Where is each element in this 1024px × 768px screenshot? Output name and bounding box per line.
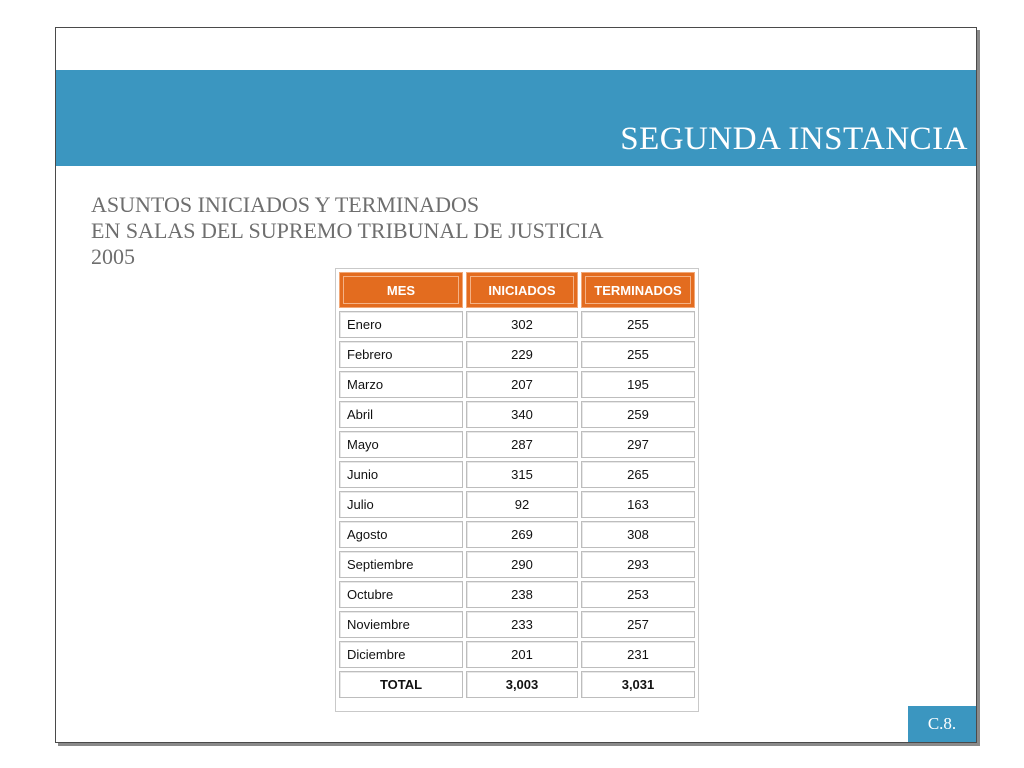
total-terminados-cell: 3,031 xyxy=(581,671,695,698)
month-cell: Julio xyxy=(339,491,463,518)
table-row xyxy=(339,311,695,338)
terminados-cell: 255 xyxy=(581,311,695,338)
month-cell: Marzo xyxy=(339,371,463,398)
iniciados-cell: 315 xyxy=(466,461,578,488)
subtitle-line-3: 2005 xyxy=(91,244,135,269)
month-cell: Enero xyxy=(339,311,463,338)
terminados-cell: 231 xyxy=(581,641,695,668)
header-mes: MES xyxy=(339,272,463,308)
table-row xyxy=(339,431,695,458)
terminados-cell: 265 xyxy=(581,461,695,488)
header-iniciados: INICIADOS xyxy=(466,272,578,308)
month-cell: Noviembre xyxy=(339,611,463,638)
month-cell: Diciembre xyxy=(339,641,463,668)
iniciados-cell: 290 xyxy=(466,551,578,578)
terminados-cell: 293 xyxy=(581,551,695,578)
terminados-cell: 255 xyxy=(581,341,695,368)
table-total-row xyxy=(339,671,695,698)
month-cell: Junio xyxy=(339,461,463,488)
iniciados-cell: 229 xyxy=(466,341,578,368)
terminados-cell: 253 xyxy=(581,581,695,608)
terminados-cell: 163 xyxy=(581,491,695,518)
iniciados-cell: 92 xyxy=(466,491,578,518)
table-row xyxy=(339,341,695,368)
terminados-cell: 297 xyxy=(581,431,695,458)
iniciados-cell: 340 xyxy=(466,401,578,428)
iniciados-cell: 269 xyxy=(466,521,578,548)
table-row xyxy=(339,641,695,668)
table-row xyxy=(339,551,695,578)
table-row xyxy=(339,371,695,398)
iniciados-cell: 302 xyxy=(466,311,578,338)
iniciados-cell: 201 xyxy=(466,641,578,668)
table-header-row xyxy=(339,272,695,308)
data-table-container xyxy=(335,268,699,712)
page-title: SEGUNDA INSTANCIA xyxy=(620,121,968,157)
month-cell: Febrero xyxy=(339,341,463,368)
header-terminados: TERMINADOS xyxy=(581,272,695,308)
table-row xyxy=(339,461,695,488)
iniciados-cell: 238 xyxy=(466,581,578,608)
slide xyxy=(55,27,977,743)
total-iniciados-cell: 3,003 xyxy=(466,671,578,698)
month-cell: Abril xyxy=(339,401,463,428)
month-cell: Agosto xyxy=(339,521,463,548)
table-row xyxy=(339,581,695,608)
subtitle xyxy=(91,192,604,270)
terminados-cell: 195 xyxy=(581,371,695,398)
iniciados-cell: 233 xyxy=(466,611,578,638)
iniciados-cell: 207 xyxy=(466,371,578,398)
title-banner xyxy=(56,70,976,166)
month-cell: Mayo xyxy=(339,431,463,458)
subtitle-line-1: ASUNTOS INICIADOS Y TERMINADOS xyxy=(91,192,480,217)
terminados-cell: 259 xyxy=(581,401,695,428)
table-row xyxy=(339,401,695,428)
subtitle-line-2: EN SALAS DEL SUPREMO TRIBUNAL DE JUSTICIA xyxy=(91,218,604,243)
page-number-badge: C.8. xyxy=(908,706,976,742)
table-row xyxy=(339,611,695,638)
terminados-cell: 308 xyxy=(581,521,695,548)
table-row xyxy=(339,521,695,548)
month-cell: Octubre xyxy=(339,581,463,608)
total-label-cell: TOTAL xyxy=(339,671,463,698)
table-row xyxy=(339,491,695,518)
month-cell: Septiembre xyxy=(339,551,463,578)
iniciados-cell: 287 xyxy=(466,431,578,458)
terminados-cell: 257 xyxy=(581,611,695,638)
data-table xyxy=(336,269,698,701)
